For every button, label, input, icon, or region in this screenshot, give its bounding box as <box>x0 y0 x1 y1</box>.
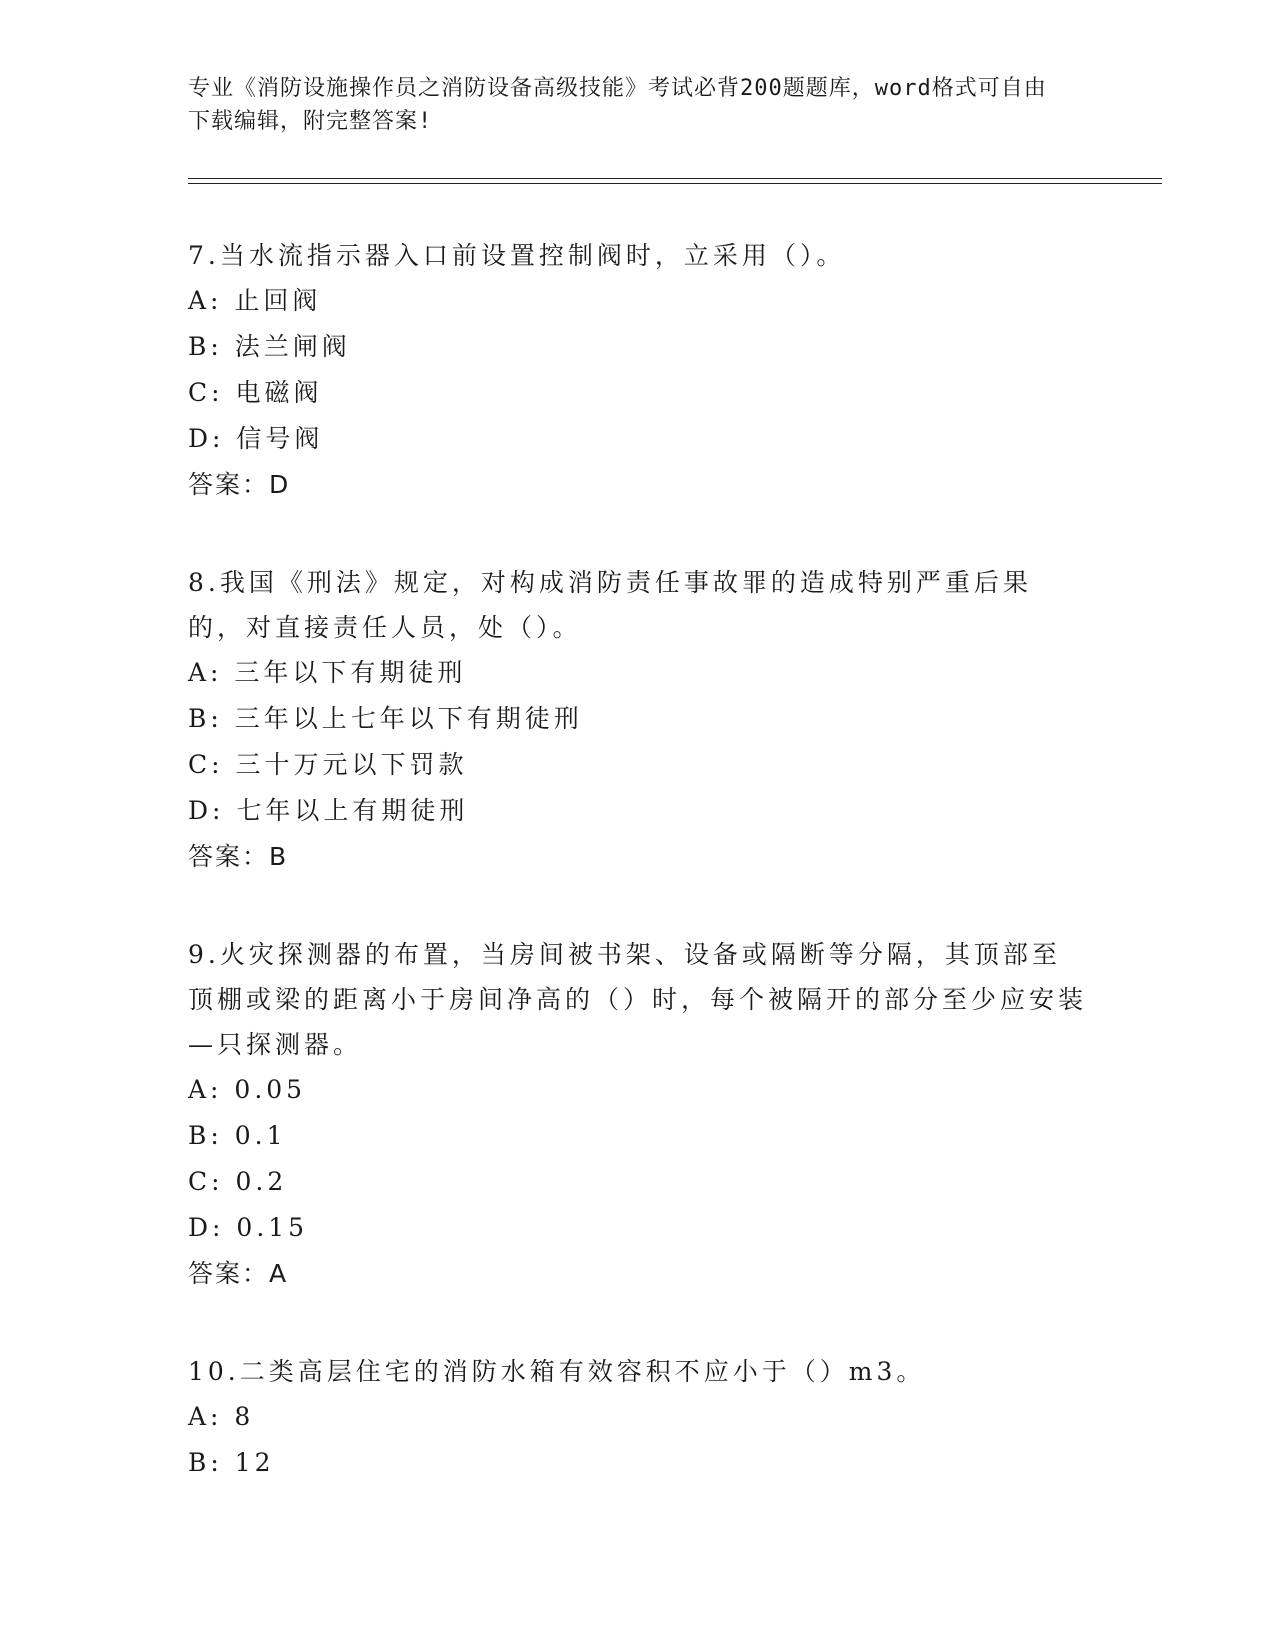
question-stem: 8.我国《刑法》规定，对构成消防责任事故罪的造成特别严重后果的，对直接责任人员，处（）。 <box>188 568 1032 642</box>
question-stem: 7.当水流指示器入口前设置控制阀时，立采用（）。 <box>188 241 846 270</box>
question-stem: 10.二类高层住宅的消防水箱有效容积不应小于（）m3。 <box>188 1357 926 1386</box>
option-d: D: 0.15 <box>188 1213 309 1242</box>
question-10 <box>188 1349 1088 1486</box>
question-8 <box>188 560 1088 880</box>
answer-line: 答案：A <box>188 1259 289 1288</box>
option-a: A: 8 <box>188 1402 255 1431</box>
option-c: C: 三十万元以下罚款 <box>188 750 468 779</box>
option-b: B: 三年以上七年以下有期徒刑 <box>188 704 583 733</box>
option-a: A: 止回阀 <box>188 286 322 315</box>
option-a: A: 三年以下有期徒刑 <box>188 658 467 687</box>
option-c: C: 电磁阀 <box>188 378 323 407</box>
option-b: B: 12 <box>188 1448 275 1477</box>
option-c: C: 0.2 <box>188 1167 288 1196</box>
question-stem: 9.火灾探测器的布置，当房间被书架、设备或隔断等分隔，其顶部至顶棚或梁的距离小于房间净高的（）时，每个被隔开的部分至少应安装—只探测器。 <box>188 940 1088 1059</box>
question-7 <box>188 233 1088 508</box>
option-a: A: 0.05 <box>188 1075 307 1104</box>
question-list <box>188 233 1088 1538</box>
option-b: B: 0.1 <box>188 1121 287 1150</box>
option-d: D: 信号阀 <box>188 424 324 453</box>
answer-line: 答案：D <box>188 470 291 499</box>
option-d: D: 七年以上有期徒刑 <box>188 796 469 825</box>
question-9 <box>188 932 1088 1297</box>
option-b: B: 法兰闸阀 <box>188 332 351 361</box>
answer-line: 答案：B <box>188 842 289 871</box>
document-header: 专业《消防设施操作员之消防设备高级技能》考试必背200题题库，word格式可自由下载编辑，附完整答案! <box>188 76 1047 134</box>
header-divider-bottom <box>188 183 1162 184</box>
header-divider-top <box>188 178 1162 179</box>
